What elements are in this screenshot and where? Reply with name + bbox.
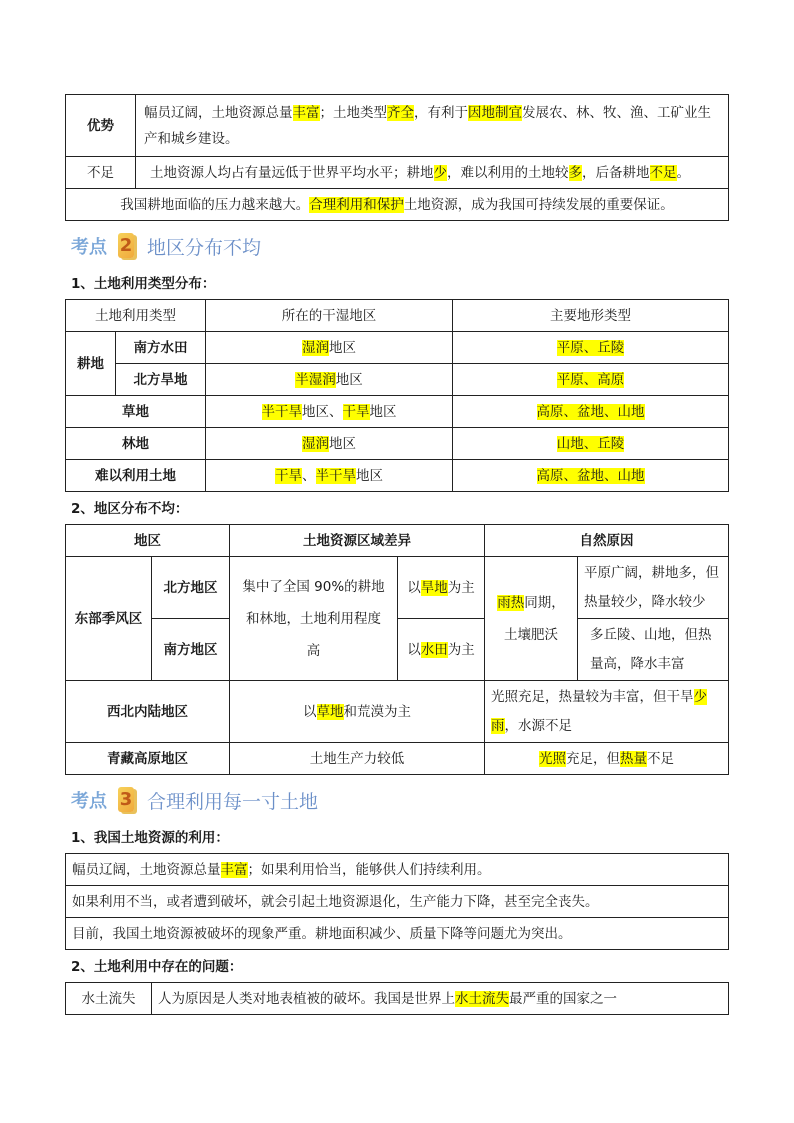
problem-label: 水土流失 [66, 983, 152, 1015]
north-region-cell: 北方地区 [152, 557, 230, 619]
east-diff-cell: 集中了全国 90%的耕地和林地，土地利用程度高 [230, 557, 398, 681]
region-table [65, 524, 729, 775]
type-cell: 林地 [66, 428, 206, 460]
kaodian-2-heading [71, 225, 729, 267]
kaodian-label: 考点 [71, 791, 107, 812]
shortage-text: 土地资源人均占有量远低于世界平均水平；耕地少，难以利用的土地较多，后备耕地不足。 [136, 157, 729, 189]
section-heading: 2、土地利用中存在的问题： [71, 959, 243, 975]
climate-cell: 半湿润地区 [206, 364, 453, 396]
terrain-cell: 平原、丘陵 [453, 332, 729, 364]
advantage-label: 优势 [66, 95, 136, 157]
type-cell: 草地 [66, 396, 206, 428]
page-content [65, 94, 729, 1015]
advantages-table [65, 94, 729, 221]
section-heading: 1、我国土地资源的利用： [71, 830, 229, 846]
utilization-line: 目前，我国土地资源被破坏的现象严重。耕地面积减少、质量下降等问题尤为突出。 [66, 918, 729, 950]
pressure-text: 我国耕地面临的压力越来越大。合理利用和保护土地资源，成为我国可持续发展的重要保证。 [66, 189, 729, 221]
type-cell: 难以利用土地 [66, 460, 206, 492]
header-cell: 地区 [66, 525, 230, 557]
shortage-label: 不足 [66, 157, 136, 189]
terrain-cell: 山地、丘陵 [453, 428, 729, 460]
problem-text: 人为原因是人类对地表植被的破坏。我国是世界上水土流失最严重的国家之一 [152, 983, 729, 1015]
east-region-cell: 东部季风区 [66, 557, 152, 681]
north-land-cell: 以旱地为主 [398, 557, 485, 619]
number-2-icon: 2 [119, 235, 133, 256]
utilization-line: 幅员辽阔，土地资源总量丰富；如果利用恰当，能够供人们持续利用。 [66, 854, 729, 886]
terrain-cell: 平原、高原 [453, 364, 729, 396]
number-3-icon: 3 [119, 789, 133, 810]
header-cell: 自然原因 [485, 525, 729, 557]
kaodian-label: 考点 [71, 237, 107, 258]
climate-cell: 湿润地区 [206, 428, 453, 460]
east-cause-cell: 雨热同期， 土壤肥沃 [485, 557, 578, 681]
qingzang-diff-cell: 土地生产力较低 [230, 743, 485, 775]
terrain-cell: 高原、盆地、山地 [453, 460, 729, 492]
northwest-region-cell: 西北内陆地区 [66, 681, 230, 743]
kaodian-title: 地区分布不均 [147, 236, 262, 259]
south-nature-cell: 多丘陵、山地，但热量高，降水丰富 [578, 619, 729, 681]
type-cell: 南方水田 [116, 332, 206, 364]
utilization-line: 如果利用不当，或者遭到破坏，就会引起土地资源退化，生产能力下降，甚至完全丧失。 [66, 886, 729, 918]
south-land-cell: 以水田为主 [398, 619, 485, 681]
section-heading: 1、土地利用类型分布： [71, 276, 216, 292]
section-heading: 2、地区分布不均： [71, 501, 189, 517]
land-use-table [65, 299, 729, 492]
header-cell: 土地资源区域差异 [230, 525, 485, 557]
northwest-diff-cell: 以草地和荒漠为主 [230, 681, 485, 743]
northwest-nature-cell: 光照充足，热量较为丰富，但干旱少雨，水源不足 [485, 681, 729, 743]
south-region-cell: 南方地区 [152, 619, 230, 681]
problems-table [65, 982, 729, 1015]
climate-cell: 半干旱地区、干旱地区 [206, 396, 453, 428]
qingzang-nature-cell: 光照充足，但热量不足 [485, 743, 729, 775]
advantage-text: 幅员辽阔，土地资源总量丰富；土地类型齐全，有利于因地制宜发展农、林、牧、渔、工矿业生产和城乡建设。 [136, 95, 729, 157]
kaodian-3-heading [71, 779, 729, 821]
header-cell: 土地利用类型 [66, 300, 206, 332]
land-utilization-table [65, 853, 729, 950]
climate-cell: 干旱、半干旱地区 [206, 460, 453, 492]
header-cell: 主要地形类型 [453, 300, 729, 332]
north-nature-cell: 平原广阔，耕地多，但热量较少，降水较少 [578, 557, 729, 619]
climate-cell: 湿润地区 [206, 332, 453, 364]
type-cell: 北方旱地 [116, 364, 206, 396]
terrain-cell: 高原、盆地、山地 [453, 396, 729, 428]
kaodian-title: 合理利用每一寸土地 [147, 790, 319, 813]
qingzang-region-cell: 青藏高原地区 [66, 743, 230, 775]
gengdi-cell: 耕地 [66, 332, 116, 396]
header-cell: 所在的干湿地区 [206, 300, 453, 332]
